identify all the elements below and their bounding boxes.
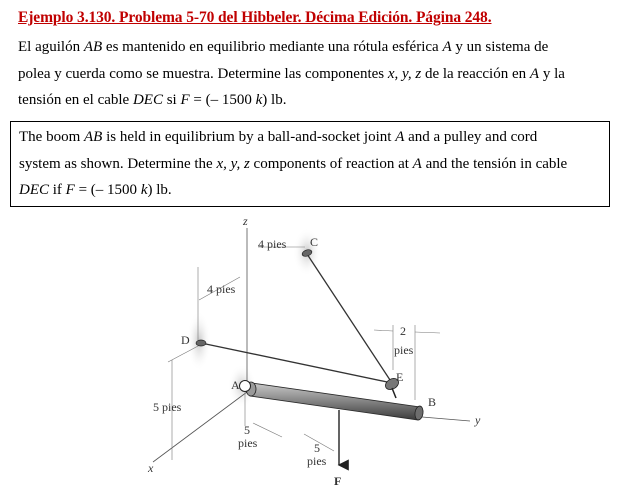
boom-diagram — [0, 210, 623, 493]
dim-5-a: 5 — [244, 423, 250, 437]
anchor-d — [196, 340, 206, 346]
dim-4-pies-left: 4 pies — [207, 282, 236, 296]
spanish-statement: El aguilón AB es mantenido en equilibrio mediante una rótula esférica A y un sistema de polea y cuerda como se muestra. Determine las componentes x, y, z de la reacción en A y la tensión en el cable DEC si F = (– 1500 k) lb. — [18, 39, 565, 108]
dim-5-b: 5 — [314, 441, 320, 455]
english-statement-box: The boom AB is held in equilibrium by a ball-and-socket joint A and a pulley and cord system as shown. Determine the x, y, z components of reaction at A and the tensión in cable DEC if F = (– 1500 k) lb. — [10, 121, 610, 207]
label-point-b: B — [428, 395, 437, 409]
joint-a — [240, 381, 251, 392]
label-point-e: E — [396, 370, 404, 384]
label-axis-z: z — [243, 214, 248, 228]
dim-2-pies: pies — [394, 343, 414, 357]
cable-ce — [307, 254, 392, 383]
dim-5-a-pies: pies — [238, 436, 258, 450]
dim-5-pies-left: 5 pies — [153, 400, 182, 414]
label-point-d: D — [181, 333, 190, 347]
example-title: Ejemplo 3.130. Problema 5-70 del Hibbeler. Décima Edición. Página 248. — [18, 9, 492, 26]
dim-2: 2 — [400, 324, 406, 338]
label-force-f: F — [334, 474, 342, 488]
label-point-a: A — [231, 378, 240, 392]
label-point-c: C — [310, 235, 319, 249]
dim-4-pies-top: 4 pies — [258, 237, 287, 251]
label-axis-y: y — [475, 413, 481, 427]
dim-5-b-pies: pies — [307, 454, 327, 468]
label-axis-x: x — [148, 461, 154, 475]
